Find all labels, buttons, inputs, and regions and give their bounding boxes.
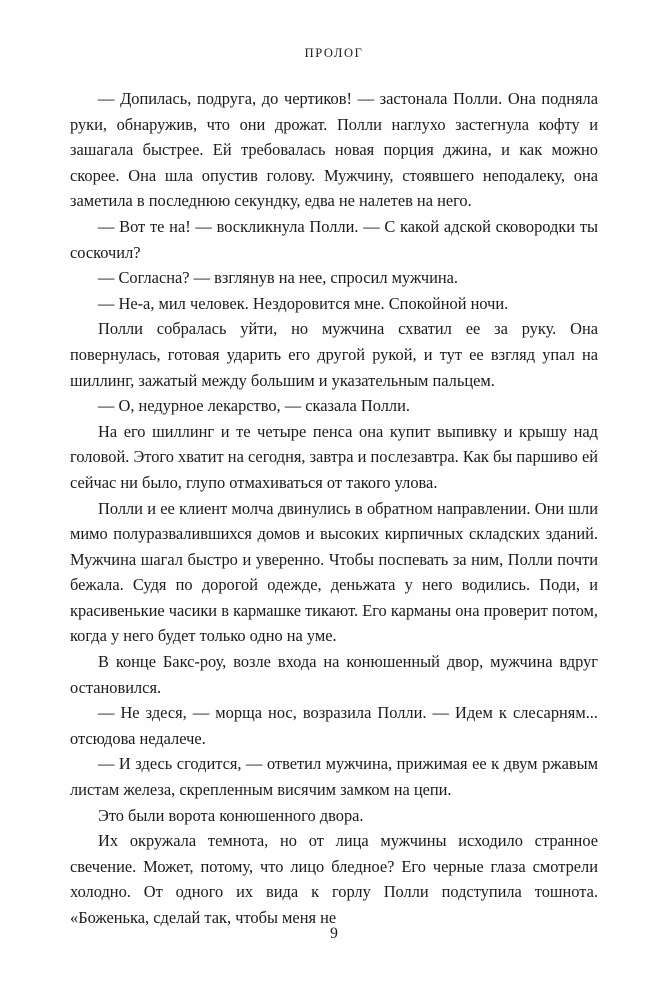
paragraph: — Не-а, мил человек. Нездоровится мне. Спокойной ночи. xyxy=(98,293,509,313)
running-head: ПРОЛОГ xyxy=(304,46,364,60)
paragraph: — Вот те на! — воскликнула Полли. — С какой адской сковородки ты соскочил? xyxy=(70,216,598,262)
paragraph: — Не здеся, — морща нос, возразила Полли. — Идем к слесарням... отсюдова недалече. xyxy=(70,703,598,748)
paragraph: — И здесь сгодится, — ответил мужчина, прижимая ее к двум ржавым листам железа, скрепленным висячим замком на цепи. xyxy=(70,754,598,800)
paragraph: Их окружала темнота, но от лица мужчины исходило странное свечение. Может, потому, что лицо бледное? Его черные глаза смотрели холодно. От одного их вида к горлу Полли подступила тошнота. «Боженька, сделай так, чтобы меня не xyxy=(70,831,598,927)
paragraph: — Допилась, подруга, до чертиков! — застонала Полли. Она подняла руки, обнаружив, что они дрожат. Полли наглухо застегнула кофту и зашагала быстрее. Ей требовалась новая порция джина, и как можно скорее. Она шла опустив голову. Мужчину, стоявшего неподалеку, она заметила в последнюю секундку, едва не налетев на него. xyxy=(70,89,598,211)
paragraph: Это были ворота конюшенного двора. xyxy=(98,805,364,825)
paragraph: — Согласна? — взглянув на нее, спросил мужчина. xyxy=(98,268,459,288)
page-number: 9 xyxy=(330,925,338,942)
paragraph: На его шиллинг и те четыре пенса она купит выпивку и крышу над головой. Этого хватит на сегодня, завтра и послезавтра. Как бы паршиво ей сейчас ни было, глупо отмахиваться от такого улова. xyxy=(70,421,598,492)
paragraph: — О, недурное лекарство, — сказала Полли. xyxy=(98,396,410,416)
paragraph: В конце Бакс-роу, возле входа на конюшенный двор, мужчина вдруг остановился. xyxy=(70,652,598,697)
paragraph: Полли и ее клиент молча двинулись в обратном направлении. Они шли мимо полуразвалившихся домов и высоких кирпичных складских зданий. Мужчина шагал быстро и уверенно. Чтобы поспевать за ним, Полли почти бежала. Судя по дорогой одежде, деньжата у него водились. Поди, и красивенькие часики в кармашке тикают. Его карманы она проверит потом, когда у него будет только одно на уме. xyxy=(70,498,598,646)
body-text xyxy=(70,86,598,931)
paragraph: Полли собралась уйти, но мужчина схватил ее за руку. Она повернулась, готовая ударить его другой рукой, и тут ее взгляд упал на шиллинг, зажатый между большим и указательным пальцем. xyxy=(70,319,598,390)
